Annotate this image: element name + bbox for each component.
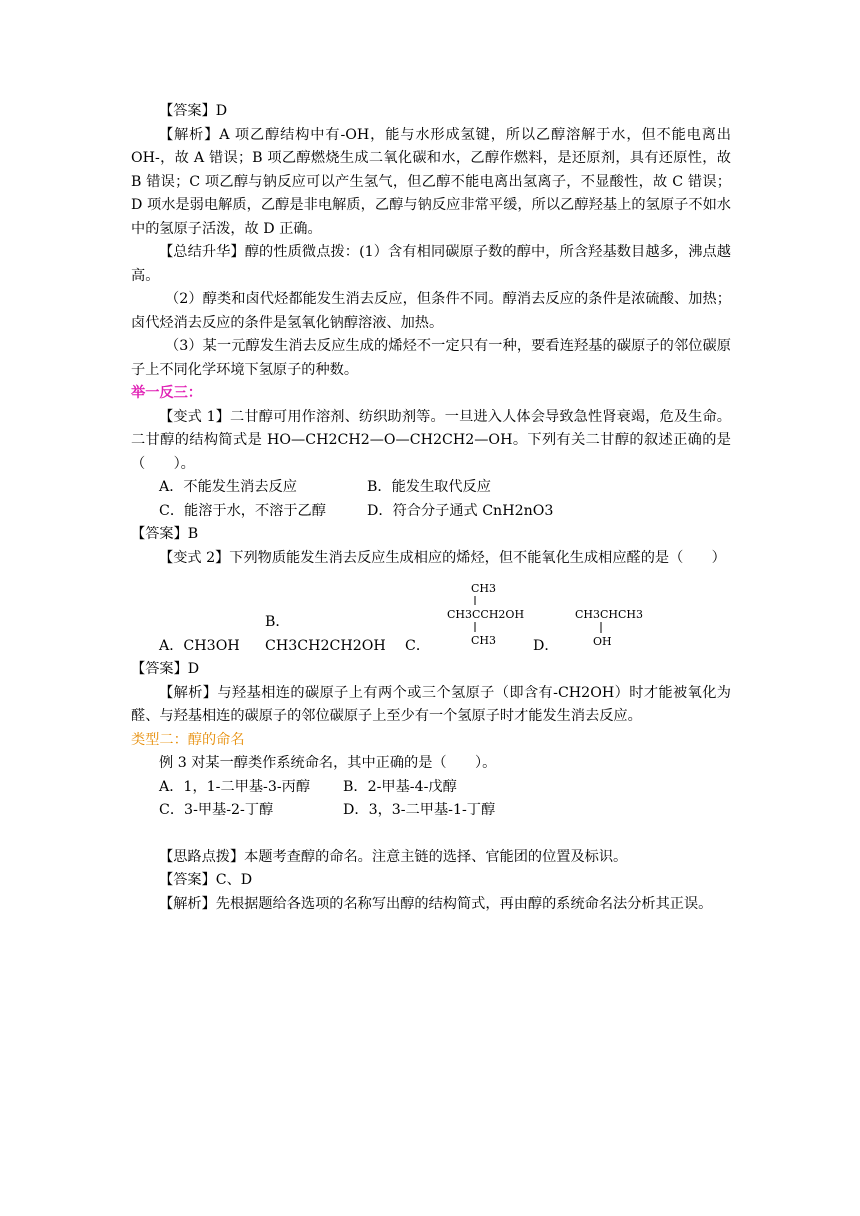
ex3-option-d: D．3，3-二甲基-1-丁醇	[343, 802, 496, 818]
answer-1: 【答案】D	[159, 103, 228, 119]
answer-v2: 【答案】D	[131, 661, 200, 677]
variant-2-options	[131, 574, 731, 658]
molc-bottom-label: CH3	[471, 634, 497, 647]
molc-top-label: CH3	[471, 582, 497, 595]
structure-c-diagram	[433, 578, 533, 662]
ex3-option-a: A．1，1-二甲基-3-丙醇	[159, 778, 311, 795]
heading-type2: 类型二：醇的命名	[131, 731, 245, 748]
v1-option-b: B．能发生取代反应	[367, 479, 491, 495]
summary-2: （2）醇类和卤代烃都能发生消去反应，但条件不同。醇消去反应的条件是浓硫酸、加热；卤代烃消去反应的条件是氢氧化钠醇溶液、加热。	[131, 291, 731, 331]
hint-3: 【思路点拨】本题考查醇的命名。注意主链的选择、官能团的位置及标识。	[159, 848, 628, 865]
answer-v1: 【答案】B	[131, 526, 199, 542]
analysis-v2: 【解析】与羟基相连的碳原子上有两个或三个氢原子（即含有-CH2OH）时才能被氧化为醛、与羟基相连的碳原子的邻位碳原子上至少有一个氢原子时才能发生消去反应。	[131, 684, 731, 724]
molc-mid-label: CH3CCH2OH	[447, 608, 525, 621]
variant-1-options-row1	[131, 476, 731, 500]
summary-3: （3）某一元醇发生消去反应生成的烯烃不一定只有一种，要看连羟基的碳原子的邻位碳原子上不同化学环境下氢原子的种数。	[131, 338, 731, 378]
ex3-option-b: B．2-甲基-4-戊醇	[343, 778, 457, 795]
mold-bottom-label: OH	[593, 635, 612, 648]
v2-option-a: A．CH3OH	[159, 637, 240, 654]
example-3-options-row1	[131, 776, 731, 800]
ex3-option-c: C．3-甲基-2-丁醇	[159, 802, 274, 818]
variant-2: 【变式 2】下列物质能发生消去反应生成相应的烯烃，但不能氧化生成相应醛的是（ ）	[159, 549, 726, 566]
answer-3: 【答案】C、D	[159, 872, 253, 888]
summary-1: 【总结升华】醇的性质微点拨：(1）含有相同碳原子数的醇中，所含羟基数目越多，沸点越高。	[131, 244, 731, 284]
example-3-options-row2	[131, 799, 731, 823]
v2-option-d: D．	[533, 637, 559, 654]
analysis-3: 【解析】先根据题给各选项的名称写出醇的结构简式，再由醇的系统命名法分析其正误。	[159, 895, 713, 912]
v2-option-c: C．	[405, 637, 431, 654]
v1-option-a: A．不能发生消去反应	[159, 479, 297, 495]
variant-1: 【变式 1】二甘醇可用作溶剂、纺织助剂等。一旦进入人体会导致急性肾衰竭，危及生命。二甘醇的结构简式是 HO—CH2CH2—O—CH2CH2—OH。下列有关二甘醇的叙述正确的是（ ）。	[131, 408, 731, 472]
document-page	[131, 100, 731, 916]
structure-d-diagram	[573, 578, 663, 662]
example-3: 例 3 对某一醇类作系统命名，其中正确的是（ ）。	[159, 755, 497, 771]
v1-option-d: D．符合分子通式 CnH2nO3	[367, 502, 554, 519]
mold-top-label: CH3CHCH3	[575, 608, 644, 621]
v2-option-b: B．CH3CH2CH2OH	[265, 614, 386, 654]
spacer	[131, 823, 731, 846]
variant-1-options-row2	[131, 500, 731, 524]
v1-option-c: C．能溶于水，不溶于乙醇	[159, 502, 326, 519]
heading-practice: 举一反三：	[131, 385, 202, 401]
analysis-1: 【解析】A 项乙醇结构中有-OH，能与水形成氢键，所以乙醇溶解于水，但不能电离出OH-，故 A 错误；B 项乙醇燃烧生成二氧化碳和水，乙醇作燃料，是还原剂，具有还原性，故 B 错误；C 项乙醇与钠反应可以产生氢气，但乙醇不能电离出氢离子，不显酸性，故 C 错误；D 项水是弱电解质，乙醇是非电解质，乙醇与钠反应非常平缓，所以乙醇羟基上的氢原子不如水中的氢原子活泼，故 D 正确。	[131, 126, 731, 237]
